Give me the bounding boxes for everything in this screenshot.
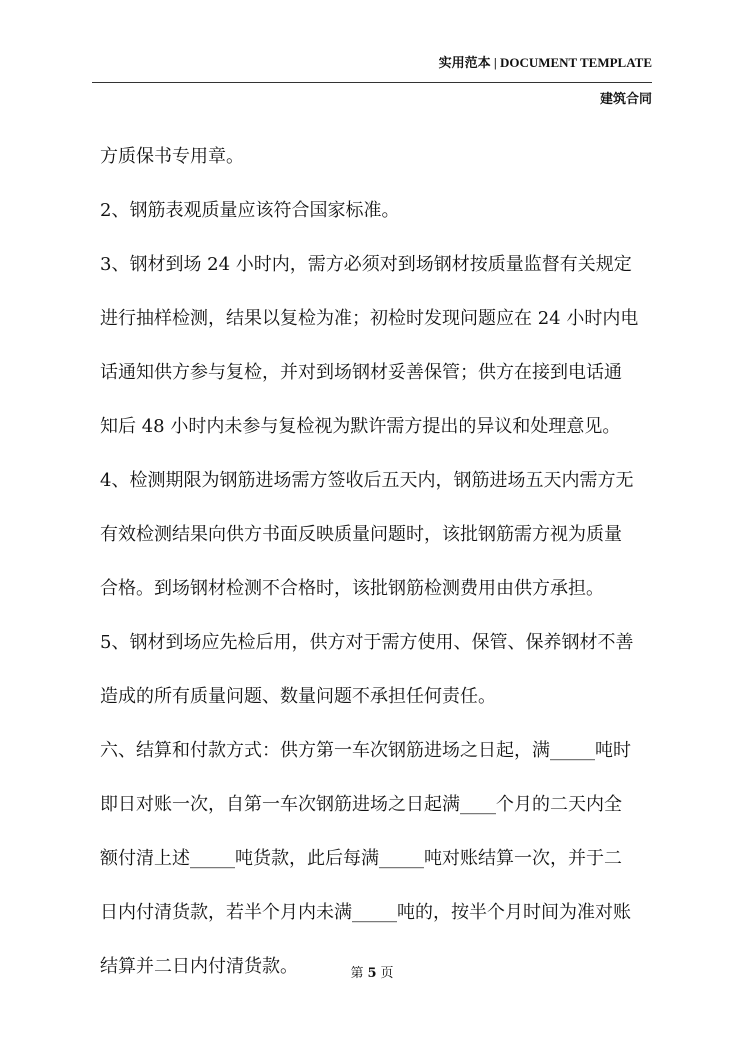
page-number: 5 <box>367 966 377 981</box>
paragraph-line: 方质保书专用章。 <box>100 146 244 167</box>
paragraph-line: 有效检测结果向供方书面反映质量问题时，该批钢筋需方视为质量 <box>100 524 622 545</box>
header-divider <box>92 82 652 83</box>
paragraph-line: 4、检测期限为钢筋进场需方签收后五天内，钢筋进场五天内需方无 <box>100 470 634 491</box>
header-title: 实用范本 | DOCUMENT TEMPLATE <box>438 55 652 70</box>
paragraph-line: 额付清上述_____吨货款，此后每满_____吨对账结算一次，并于二 <box>100 848 622 869</box>
paragraph-line: 进行抽样检测，结果以复检为准；初检时发现问题应在 24 小时内电 <box>100 308 639 329</box>
paragraph-line: 日内付清货款，若半个月内未满_____吨的，按半个月时间为准对账 <box>100 902 631 923</box>
paragraph-line: 合格。到场钢材检测不合格时，该批钢筋检测费用由供方承担。 <box>100 578 604 599</box>
paragraph-line: 5、钢材到场应先检后用，供方对于需方使用、保管、保养钢材不善 <box>100 632 634 653</box>
document-body <box>100 138 660 986</box>
paragraph-line: 话通知供方参与复检，并对到场钢材妥善保管；供方在接到电话通 <box>100 362 622 383</box>
paragraph-line: 六、结算和付款方式：供方第一车次钢筋进场之日起，满_____吨时 <box>100 740 631 761</box>
paragraph-line: 知后 48 小时内未参与复检视为默许需方提出的异议和处理意见。 <box>100 416 621 437</box>
page-footer <box>0 962 744 981</box>
page-prefix: 第 <box>350 966 364 981</box>
page-suffix: 页 <box>380 966 394 981</box>
paragraph-line: 2、钢筋表观质量应该符合国家标准。 <box>100 200 400 221</box>
paragraph-line: 即日对账一次，自第一车次钢筋进场之日起满____个月的二天内全 <box>100 794 622 815</box>
paragraph-line: 3、钢材到场 24 小时内，需方必须对到场钢材按质量监督有关规定 <box>100 254 632 275</box>
paragraph-line: 造成的所有质量问题、数量问题不承担任何责任。 <box>100 686 496 707</box>
header-subtitle: 建筑合同 <box>599 92 652 107</box>
paragraph-line: 结算并二日内付清货款。 <box>100 956 298 977</box>
